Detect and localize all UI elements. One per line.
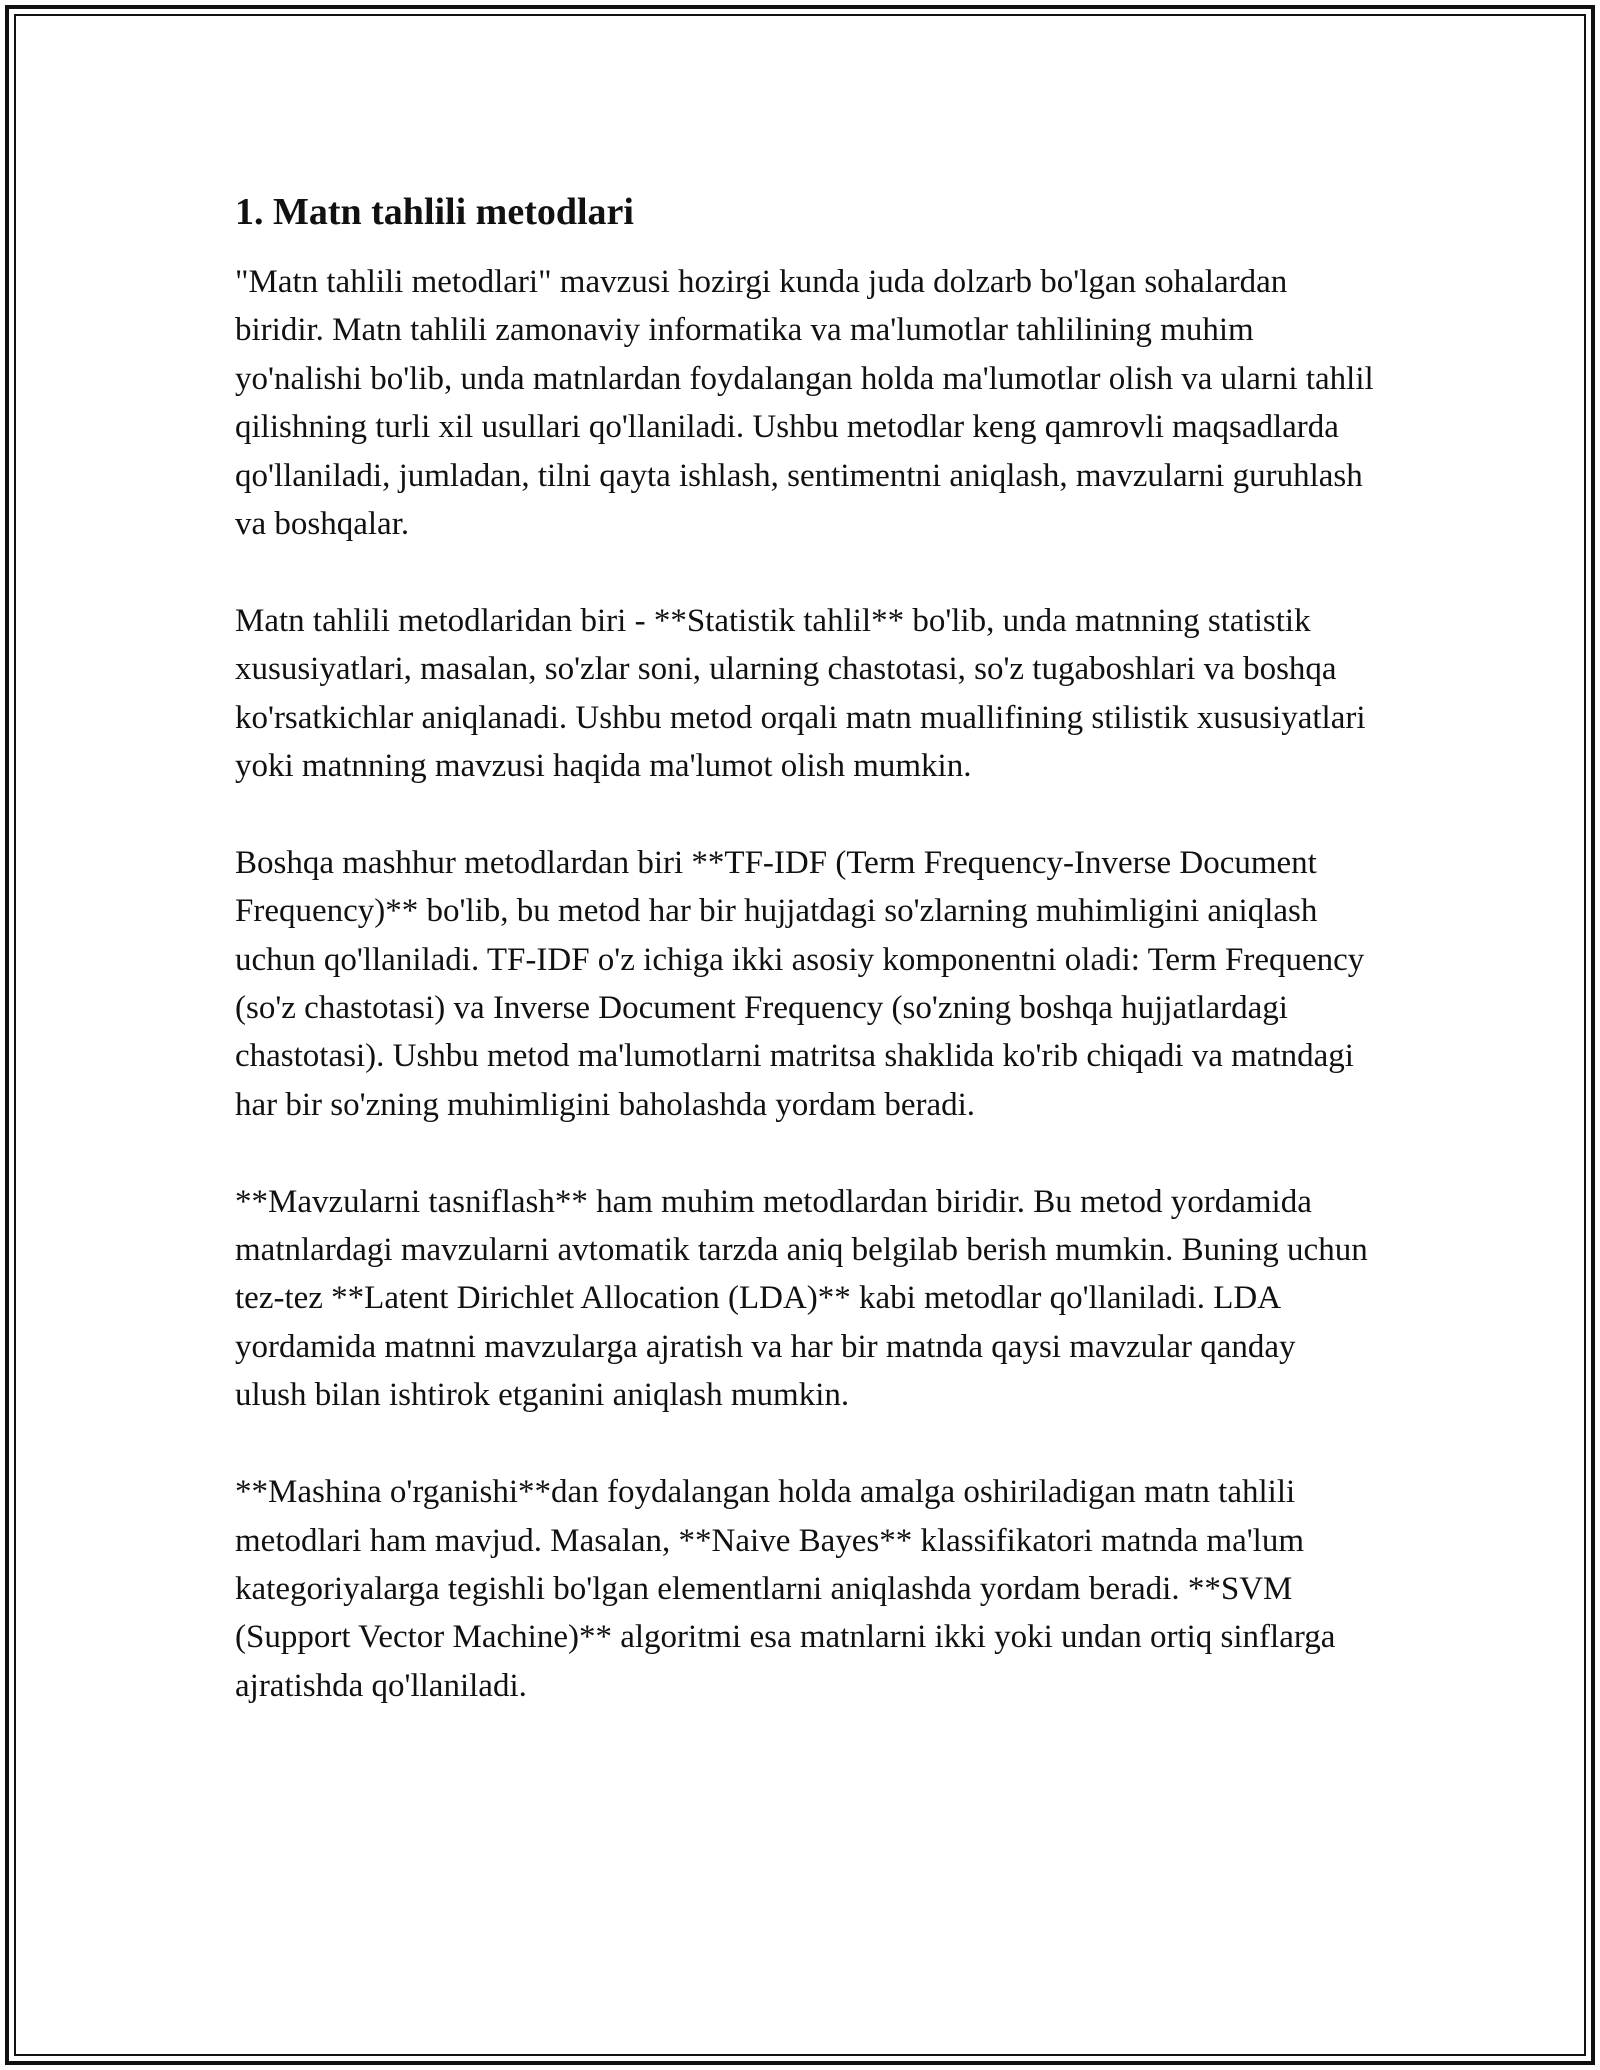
paragraph-topic-classification: **Mavzularni tasniflash** ham muhim metodlardan biridir. Bu metod yordamida matnlardagi mavzularni avtomatik tarzda aniq belgilab berish mumkin. Buning uchun tez-tez **Latent Dirichlet Allocation (LDA)** kabi metodlar qo'llaniladi. LDA yordamida matnni mavzularga ajratish va har bir matnda qaysi mavzular qanday ulush bilan ishtirok etganini aniqlash mumkin.	[235, 1183, 1368, 1414]
document-body	[235, 188, 1375, 1759]
paragraph-tf-idf: Boshqa mashhur metodlardan biri **TF-IDF (Term Frequency-Inverse Document Frequency)** bo'lib, bu metod har bir hujjatdagi so'zlarning muhimligini aniqlash uchun qo'llaniladi. TF-IDF o'z ichiga ikki asosiy komponentni oladi: Term Frequency (so'z chastotasi) va Inverse Document Frequency (so'zning boshqa hujjatlardagi chastotasi). Ushbu metod ma'lumotlarni matritsa shaklida ko'rib chiqadi va matndagi har bir so'zning muhimligini baholashda yordam beradi.	[235, 844, 1365, 1123]
paragraph-intro: "Matn tahlili metodlari" mavzusi hozirgi kunda juda dolzarb bo'lgan sohalardan biridir. Matn tahlili zamonaviy informatika va ma'lumotlar tahlilining muhim yo'nalishi bo'lib, unda matnlardan foydalangan holda ma'lumotlar olish va ularni tahlil qilishning turli xil usullari qo'llaniladi. Ushbu metodlar keng qamrovli maqsadlarda qo'llaniladi, jumladan, tilni qayta ishlash, sentimentni aniqlash, mavzularni guruhlash va boshqalar.	[235, 264, 1374, 543]
section-heading: 1. Matn tahlili metodlari	[235, 191, 634, 233]
paragraph-machine-learning: **Mashina o'rganishi**dan foydalangan holda amalga oshiriladigan matn tahlili metodlari ham mavjud. Masalan, **Naive Bayes** klassifikatori matnda ma'lum kategoriyalarga tegishli bo'lgan elementlarni aniqlashda yordam beradi. **SVM (Support Vector Machine)** algoritmi esa matnlarni ikki yoki undan ortiq sinflarga ajratishda qo'llaniladi.	[235, 1474, 1336, 1704]
paragraph-statistical-analysis: Matn tahlili metodlaridan biri - **Statistik tahlil** bo'lib, unda matnning statistik xususiyatlari, masalan, so'zlar soni, ularning chastotasi, so'z tugaboshlari va boshqa ko'rsatkichlar aniqlanadi. Ushbu metod orqali matn muallifining stilistik xususiyatlari yoki matnning mavzusi haqida ma'lumot olish mumkin.	[235, 602, 1366, 785]
